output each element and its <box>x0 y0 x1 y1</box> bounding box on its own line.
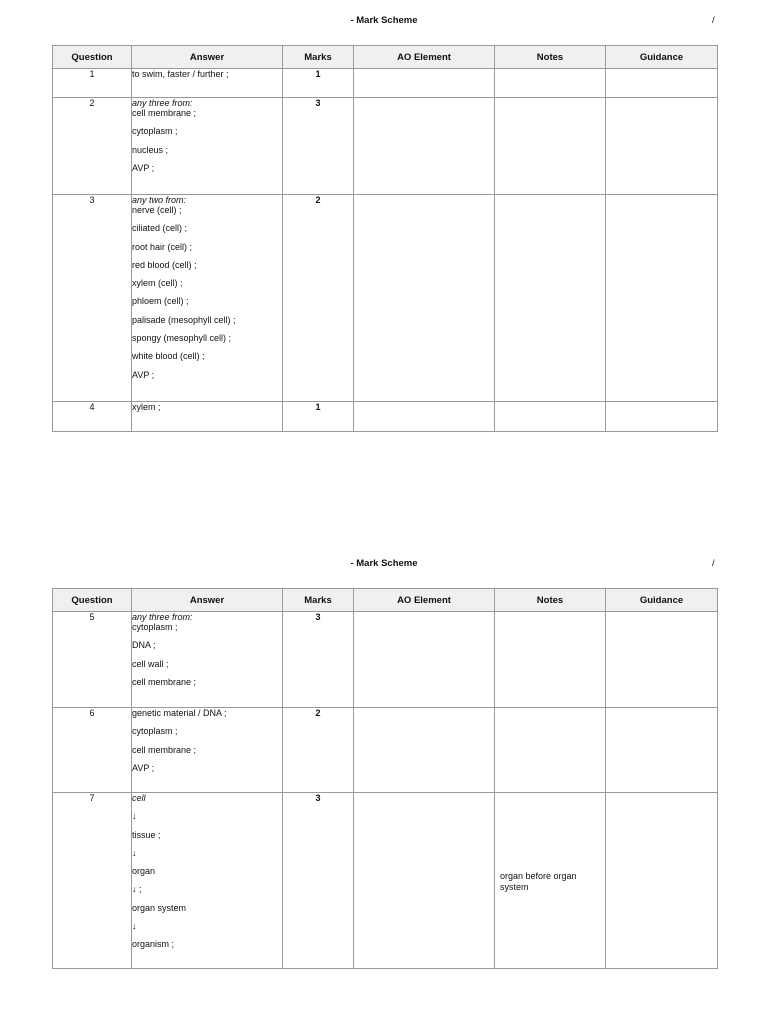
answer-item: red blood (cell) ; <box>132 259 197 270</box>
answer-item: AVP ; <box>132 369 155 380</box>
answer-item: DNA ; <box>132 640 156 651</box>
column-header-question: Question <box>53 589 132 612</box>
guidance-cell <box>606 69 718 98</box>
column-header-question: Question <box>53 46 132 69</box>
ao-element-cell <box>354 793 495 969</box>
answer-item: AVP ; <box>132 162 155 173</box>
answer-item: cell wall ; <box>132 658 169 669</box>
answer-item: ciliated (cell) ; <box>132 223 188 234</box>
ao-element-cell <box>354 612 495 708</box>
notes-cell <box>495 793 606 969</box>
marks-value: 1 <box>283 69 354 98</box>
down-arrow-icon: ↓ <box>132 811 137 822</box>
question-number: 3 <box>53 195 132 402</box>
question-number: 4 <box>53 402 132 432</box>
table-row <box>53 402 718 432</box>
down-arrow-icon: ↓ <box>132 921 137 932</box>
marks-value: 3 <box>283 612 354 708</box>
marks-value: 2 <box>283 708 354 793</box>
notes-cell <box>495 195 606 402</box>
column-header-answer: Answer <box>132 46 283 69</box>
page-header <box>0 558 768 572</box>
answer-item: root hair (cell) ; <box>132 241 193 252</box>
column-header-marks: Marks <box>283 589 354 612</box>
answer-instruction: any three from: <box>132 612 193 622</box>
table-row <box>53 195 718 402</box>
question-number: 2 <box>53 98 132 195</box>
table-row <box>53 793 718 969</box>
answer-instruction: any two from: <box>132 195 187 205</box>
answer-item: xylem ; <box>132 402 161 412</box>
answer-cell <box>132 612 283 708</box>
notes-cell <box>495 708 606 793</box>
answer-item: white blood (cell) ; <box>132 351 205 362</box>
answer-item: xylem (cell) ; <box>132 278 183 289</box>
guidance-cell <box>606 793 718 969</box>
answer-item: AVP ; <box>132 762 155 773</box>
answer-item: spongy (mesophyll cell) ; <box>132 333 232 344</box>
answer-item: cell membrane ; <box>132 676 197 687</box>
answer-item: cell membrane ; <box>132 744 197 755</box>
answer-cell <box>132 708 283 793</box>
notes-cell <box>495 402 606 432</box>
answer-cell <box>132 98 283 195</box>
page-marker: / <box>712 15 715 26</box>
answer-item: cell membrane ; <box>132 108 197 118</box>
column-header-notes: Notes <box>495 589 606 612</box>
guidance-cell <box>606 195 718 402</box>
answer-cell <box>132 195 283 402</box>
question-number: 1 <box>53 69 132 98</box>
answer-item: cell <box>132 793 146 803</box>
answer-item: tissue ; <box>132 829 161 840</box>
answer-item: nucleus ; <box>132 144 169 155</box>
page-title: - Mark Scheme <box>350 558 418 569</box>
marks-value: 3 <box>283 793 354 969</box>
answer-instruction: any three from: <box>132 98 193 108</box>
note-text: organ before organ system <box>500 871 577 892</box>
answer-item: cytoplasm ; <box>132 622 178 632</box>
ao-element-cell <box>354 708 495 793</box>
marks-value: 3 <box>283 98 354 195</box>
page-header <box>0 15 768 29</box>
ao-element-cell <box>354 98 495 195</box>
table-row <box>53 612 718 708</box>
ao-element-cell <box>354 195 495 402</box>
table-header-row <box>53 589 718 612</box>
answer-cell <box>132 69 283 98</box>
notes-cell <box>495 98 606 195</box>
answer-item: organ <box>132 866 156 877</box>
ao-element-cell <box>354 69 495 98</box>
answer-item: nerve (cell) ; <box>132 205 182 215</box>
question-number: 7 <box>53 793 132 969</box>
column-header-answer: Answer <box>132 589 283 612</box>
answer-item: to swim, faster / further ; <box>132 69 229 79</box>
notes-cell <box>495 612 606 708</box>
guidance-cell <box>606 402 718 432</box>
guidance-cell <box>606 98 718 195</box>
mark-scheme-table <box>52 588 718 969</box>
marks-value: 2 <box>283 195 354 402</box>
answer-item: palisade (mesophyll cell) ; <box>132 314 236 325</box>
page-marker: / <box>712 558 715 569</box>
answer-item: organism ; <box>132 939 175 950</box>
column-header-ao-element: AO Element <box>354 46 495 69</box>
guidance-cell <box>606 612 718 708</box>
column-header-guidance: Guidance <box>606 46 718 69</box>
answer-item: phloem (cell) ; <box>132 296 189 307</box>
answer-cell <box>132 402 283 432</box>
question-number: 5 <box>53 612 132 708</box>
answer-item: organ system <box>132 902 187 913</box>
answer-item: cytoplasm ; <box>132 126 178 137</box>
column-header-notes: Notes <box>495 46 606 69</box>
answer-cell <box>132 793 283 969</box>
down-arrow-icon: ↓ <box>132 847 137 858</box>
answer-item: genetic material / DNA ; <box>132 708 227 718</box>
marks-value: 1 <box>283 402 354 432</box>
column-header-ao-element: AO Element <box>354 589 495 612</box>
guidance-cell <box>606 708 718 793</box>
table-row <box>53 708 718 793</box>
table-row <box>53 98 718 195</box>
notes-cell <box>495 69 606 98</box>
column-header-marks: Marks <box>283 46 354 69</box>
down-arrow-icon: ↓ ; <box>132 884 142 895</box>
answer-item: cytoplasm ; <box>132 726 178 737</box>
question-number: 6 <box>53 708 132 793</box>
column-header-guidance: Guidance <box>606 589 718 612</box>
page-title: - Mark Scheme <box>350 15 418 26</box>
mark-scheme-table <box>52 45 718 432</box>
table-header-row <box>53 46 718 69</box>
ao-element-cell <box>354 402 495 432</box>
table-row <box>53 69 718 98</box>
